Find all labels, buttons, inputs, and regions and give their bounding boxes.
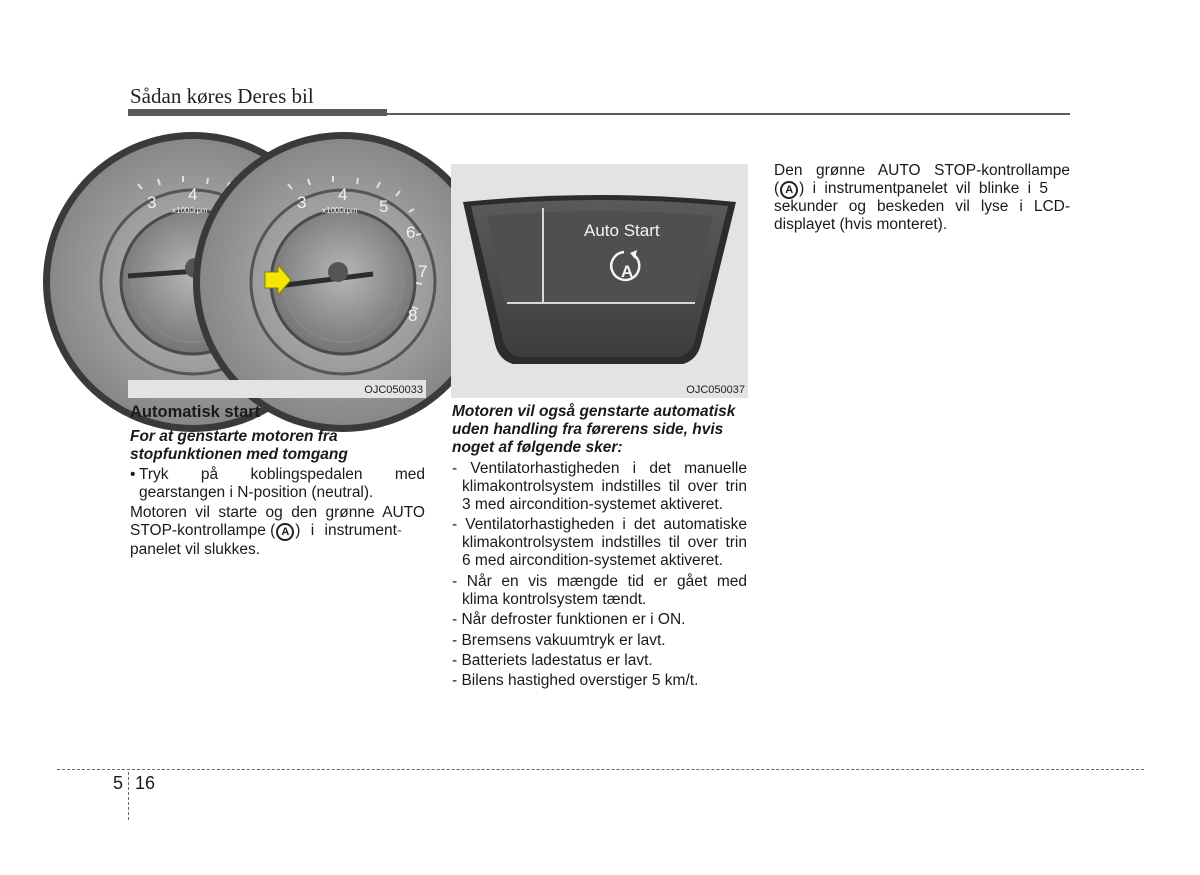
svg-text:A: A xyxy=(621,262,634,281)
header-rule-thin xyxy=(387,113,1070,115)
gauge-number: 3 xyxy=(147,193,157,212)
hyphen: - xyxy=(396,522,403,539)
text-run: ( xyxy=(774,180,780,197)
list-item-line: - Når en vis mængde tid er gået med xyxy=(452,573,747,590)
list-item-line: - Ventilatorhastigheden i det automatiske xyxy=(452,516,747,533)
auto-start-label: Auto Start xyxy=(584,221,660,240)
figure-code: OJC050033 xyxy=(364,384,423,396)
paragraph-line xyxy=(130,522,430,541)
list-item-line: 6 med aircondition-systemet aktiveret. xyxy=(462,552,724,569)
gauge-number: 8 xyxy=(408,306,418,325)
figure-auto-start-button xyxy=(451,164,748,398)
paragraph-line: Motoren vil starte og den grønne AUTO xyxy=(130,504,425,521)
text-run: STOP-kontrollampe ( xyxy=(130,522,276,539)
gauge-number: 4 xyxy=(338,185,348,204)
list-item-line: klima kontrolsystem tændt. xyxy=(462,591,647,608)
chapter-title: Sådan køres Deres bil xyxy=(130,84,314,108)
gauge-number: 7 xyxy=(418,262,428,281)
gauge-unit: x1000rpm xyxy=(172,206,208,215)
chapter-number: 5 xyxy=(113,773,124,793)
footer-separator xyxy=(128,772,129,820)
list-item-line: klimakontrolsystem indstilles til over trin xyxy=(462,478,747,495)
subheading-line: stopfunktionen med tomgang xyxy=(130,446,348,463)
bullet-line: Tryk på koblingspedalen med xyxy=(139,466,425,483)
auto-start-button-illustration xyxy=(451,164,748,398)
list-item-line: - Ventilatorhastigheden i det manuelle xyxy=(452,460,747,477)
paragraph-line xyxy=(774,180,1074,199)
gauge-number: 5 xyxy=(379,197,389,216)
tachometer-illustration xyxy=(128,164,426,398)
intro-line: Motoren vil også genstarte automatisk xyxy=(452,403,736,420)
bullet-line: gearstangen i N-position (neutral). xyxy=(139,484,374,501)
header-rule-thick xyxy=(128,109,387,116)
text-run: ) i instrumentpanelet vil blinke i 5 xyxy=(799,180,1049,197)
list-item-line: - Når defroster funktionen er i ON. xyxy=(452,611,686,628)
page-number: 16 xyxy=(135,773,156,793)
gauge-number: 4 xyxy=(188,185,198,204)
footer-divider xyxy=(57,769,1144,770)
list-item-line: - Batteriets ladestatus er lavt. xyxy=(452,652,653,669)
auto-stop-indicator-icon: A xyxy=(780,181,798,199)
auto-stop-indicator-icon: A xyxy=(276,523,294,541)
section-heading: Automatisk start xyxy=(130,403,261,421)
paragraph-line: Den grønne AUTO STOP-kontrollampe xyxy=(774,162,1070,179)
paragraph-line: sekunder og beskeden vil lyse i LCD- xyxy=(774,198,1070,215)
list-item-line: klimakontrolsystem indstilles til over trin xyxy=(462,534,747,551)
list-item-line: - Bremsens vakuumtryk er lavt. xyxy=(452,632,666,649)
figure-code: OJC050037 xyxy=(686,384,745,396)
list-item-line: - Bilens hastighed overstiger 5 km/t. xyxy=(452,672,699,689)
gauge-number: 3 xyxy=(297,193,307,212)
list-item-line: 3 med aircondition-systemet aktiveret. xyxy=(462,496,724,513)
subheading-line: For at genstarte motoren fra xyxy=(130,428,338,445)
intro-line: noget af følgende sker: xyxy=(452,439,623,456)
gauge-number: 6 xyxy=(406,223,416,242)
bullet-marker: • xyxy=(130,466,136,483)
figure-tachometer xyxy=(128,164,426,398)
intro-line: uden handling fra førerens side, hvis xyxy=(452,421,724,438)
text-run: ) i instrument xyxy=(295,522,397,539)
paragraph-line: displayet (hvis monteret). xyxy=(774,216,948,233)
gauge-unit: x1000rpm xyxy=(322,206,358,215)
paragraph-line: panelet vil slukkes. xyxy=(130,541,261,558)
